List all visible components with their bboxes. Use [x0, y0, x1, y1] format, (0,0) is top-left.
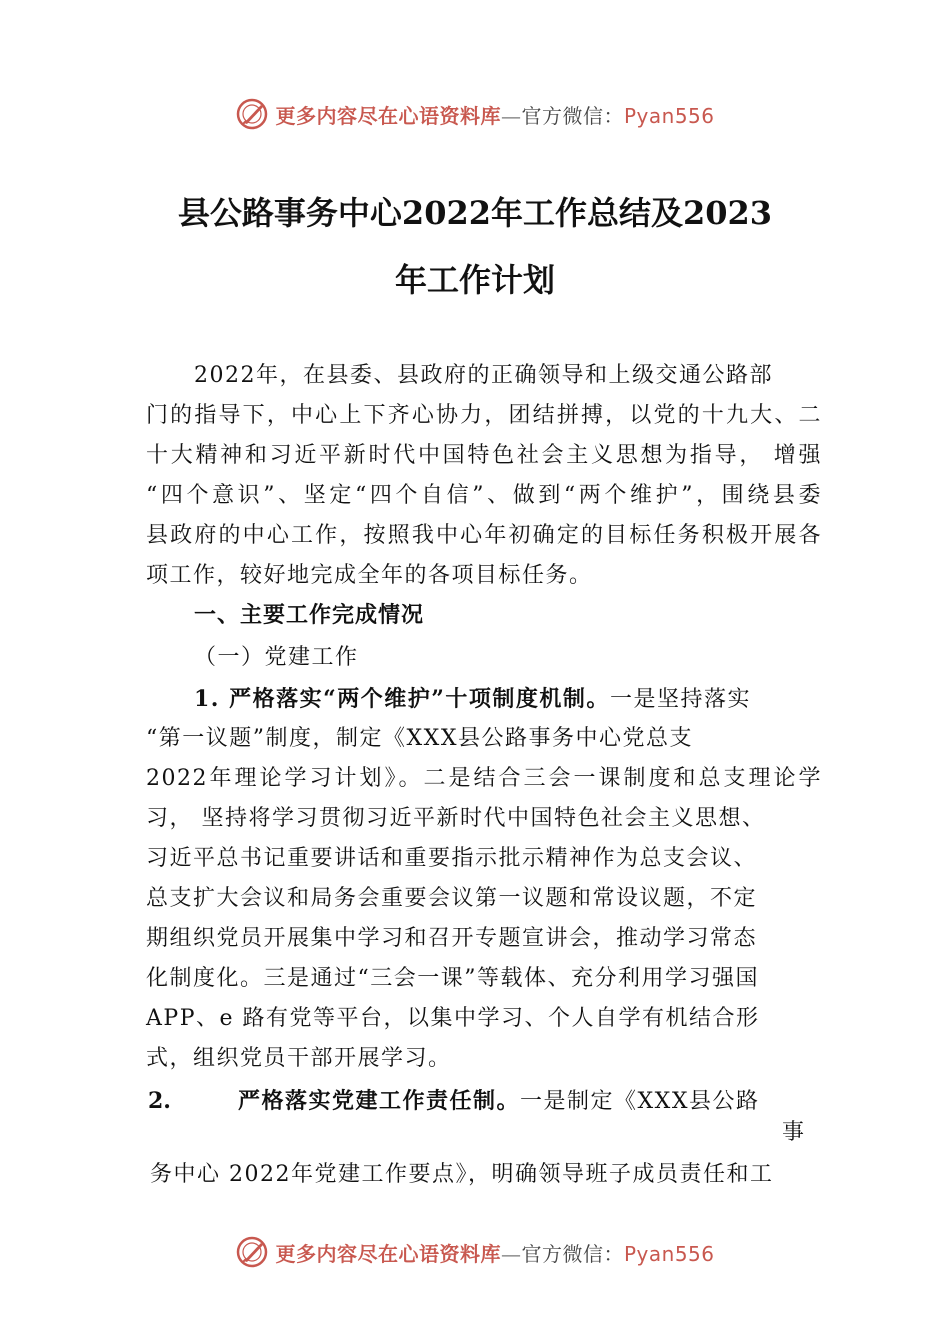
item-1-first-line: [194, 684, 798, 715]
item-2-first-line: [238, 1086, 818, 1117]
watermark-separator: —: [500, 103, 522, 128]
item-1-line-10: 式，组织党员干部开展学习。: [146, 1046, 452, 1071]
item-1-lead: 1. 严格落实“两个维护”十项制度机制。: [194, 686, 610, 712]
watermark-text: 更多内容尽在心语资料库: [275, 103, 501, 128]
watermark-footer: [0, 1232, 950, 1272]
intro-line-4: “四个意识”、坚定“四个自信”、做到“两个维护”，围绕县委: [146, 483, 822, 508]
item-1-first-line-rest: 一是坚持落实: [609, 687, 751, 712]
watermark-handle: Pyan556: [623, 103, 715, 128]
item-2-line-2: 务中心 2022年党建工作要点》，明确领导班子成员责任和工: [150, 1162, 774, 1187]
document-title-line-2: 年工作计划: [394, 261, 555, 299]
intro-line-1: 2022年，在县委、县政府的正确领导和上级交通公路部: [194, 363, 773, 388]
quill-seal-icon: [235, 97, 269, 131]
intro-line-3: 十大精神和习近平新时代中国特色社会主义思想为指导， 增强: [146, 443, 822, 468]
subsection-heading: （一）党建工作: [194, 645, 359, 670]
item-1-line-7: 期组织党员开展集中学习和召开专题宣讲会，推动学习常态: [146, 926, 758, 951]
watermark-label: 官方微信：: [521, 1241, 624, 1266]
watermark-handle: Pyan556: [623, 1241, 715, 1266]
item-1-line-4: 习， 坚持将学习贯彻习近平新时代中国特色社会主义思想、: [146, 806, 766, 831]
item-1-line-5: 习近平总书记重要讲话和重要指示批示精神作为总支会议、: [146, 846, 758, 871]
document-title-line-1: 县公路事务中心2022年工作总结及2023: [177, 194, 773, 232]
intro-line-5: 县政府的中心工作，按照我中心年初确定的目标任务积极开展各: [146, 523, 822, 548]
intro-line-2: 门的指导下，中心上下齐心协力，团结拼搏，以党的十九大、二: [146, 403, 822, 428]
item-1-line-2: “第一议题”制度，制定《XXX县公路事务中心党总支: [146, 726, 693, 751]
item-1-line-6: 总支扩大会议和局务会重要会议第一议题和常设议题，不定: [146, 886, 758, 911]
section-heading: 一、主要工作完成情况: [194, 603, 425, 628]
watermark-text: 更多内容尽在心语资料库: [275, 1241, 501, 1266]
watermark-separator: —: [500, 1241, 522, 1266]
item-2-first-line-rest: 一是制定《XXX县公路: [520, 1089, 760, 1114]
quill-seal-icon: [235, 1235, 269, 1269]
item-2-wrap-char: 事: [782, 1120, 806, 1145]
item-2-number: 2.: [148, 1088, 171, 1114]
item-1-line-9: APP、e 路有党等平台，以集中学习、个人自学有机结合形: [146, 1006, 760, 1031]
item-1-line-3: 2022年理论学习计划》。二是结合三会一课制度和总支理论学: [146, 766, 822, 791]
watermark-header: [0, 94, 950, 134]
watermark-label: 官方微信：: [521, 103, 624, 128]
item-1-line-8: 化制度化。三是通过“三会一课”等载体、充分利用学习强国: [146, 966, 759, 991]
intro-line-6: 项工作，较好地完成全年的各项目标任务。: [146, 563, 593, 588]
item-2-lead: 严格落实党建工作责任制。: [238, 1088, 521, 1114]
